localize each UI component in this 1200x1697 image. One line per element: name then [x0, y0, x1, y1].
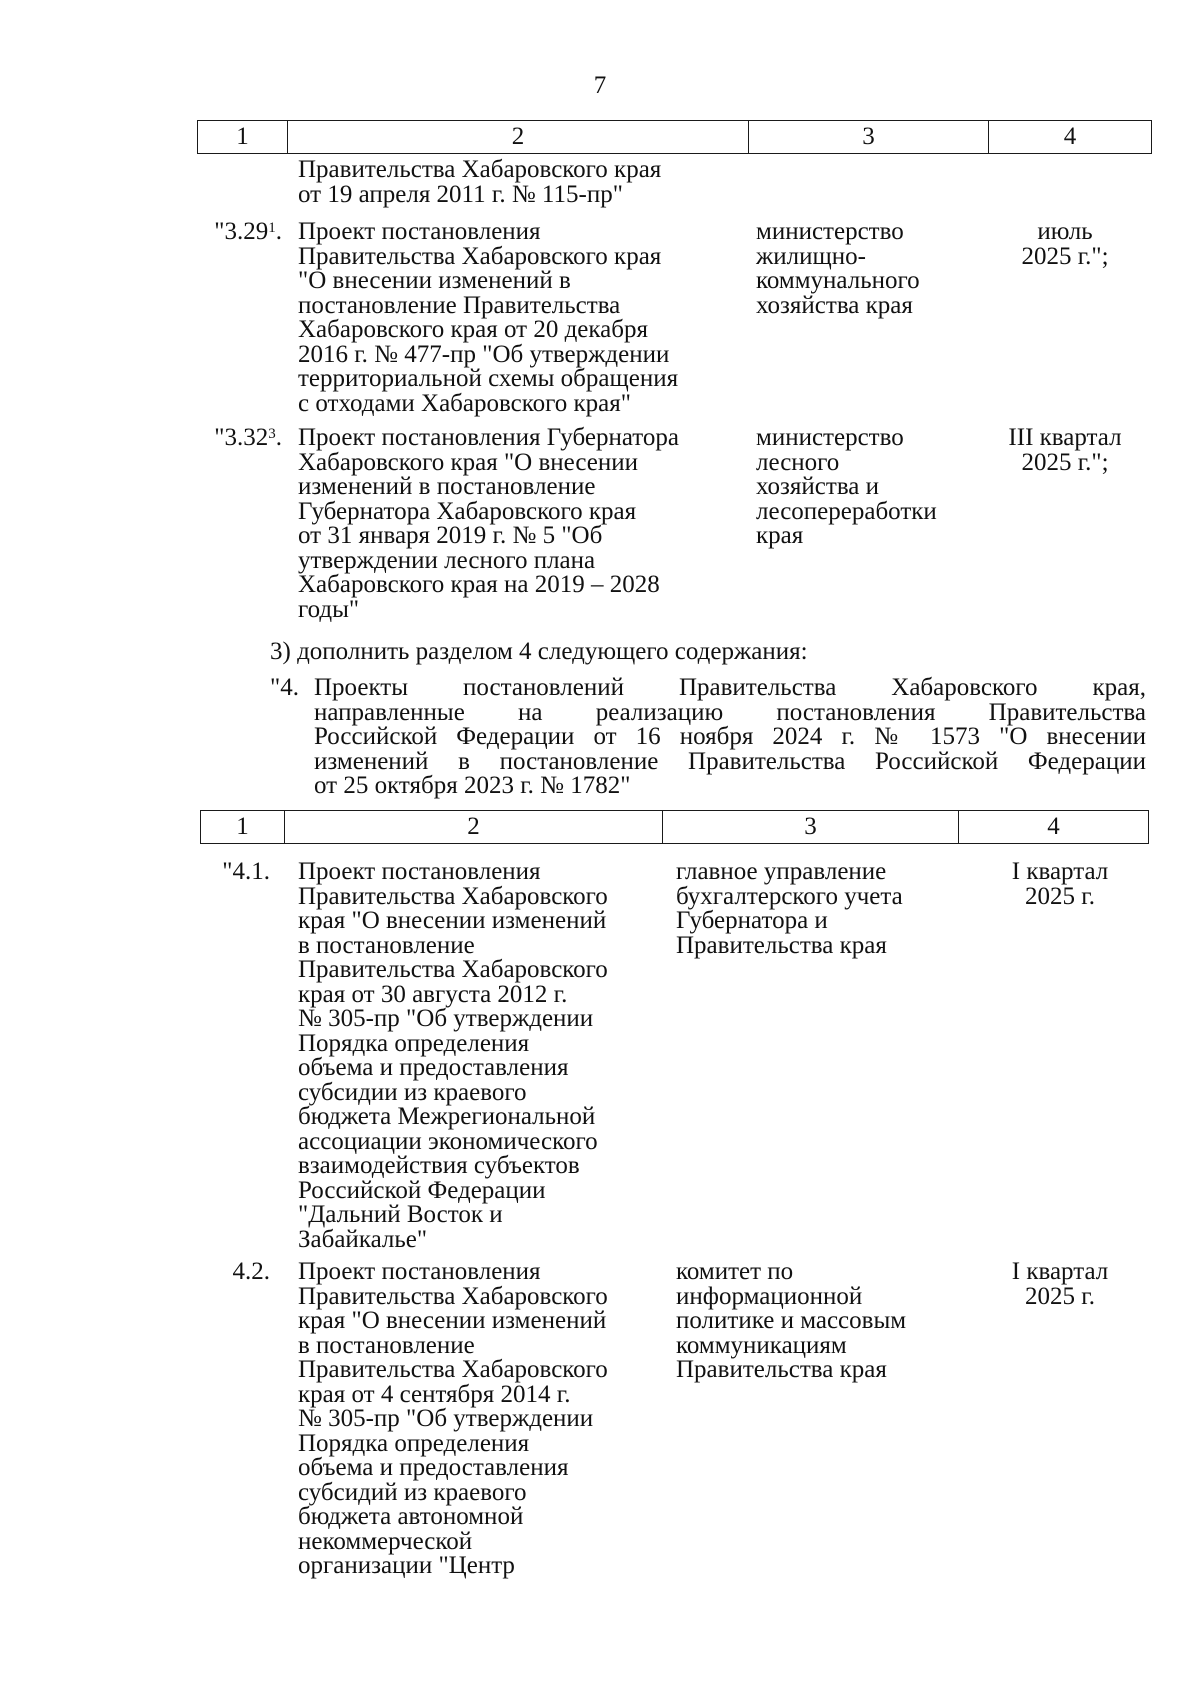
row-number: "4.1.	[222, 858, 270, 885]
continuation-text: Правительства Хабаровского края от 19 апреля 2011 г. № 115-пр"	[298, 156, 662, 208]
deadline: I квартал 2025 г.	[1011, 1258, 1109, 1310]
deadline: июль 2025 г.";	[1021, 218, 1109, 270]
section-4-line: Российской Федерации от 16 ноября 2024 г. № 1573 "О внесении	[314, 723, 1146, 750]
document-title: Проект постановления Правительства Хабаровского края "О внесении изменений в постановление Правительства Хабаровского края от 20 декабря 2016 г. № 477-пр "Об утверждении территориальной схемы обращения с отходами Хабаровского края"	[298, 218, 679, 417]
page-number: 7	[593, 72, 607, 99]
table-header-part1	[197, 120, 1152, 154]
responsible-body: министерство жилищно- коммунального хозяйства края	[756, 218, 920, 319]
column-header-2: 2	[288, 121, 749, 154]
row-number: 4.2.	[232, 1258, 270, 1285]
responsible-body: комитет по информационной политике и массовым коммуникациям Правительства края	[676, 1258, 907, 1383]
deadline: I квартал 2025 г.	[1011, 858, 1109, 910]
column-header-3: 3	[663, 811, 959, 844]
document-title: Проект постановления Правительства Хабаровского края "О внесении изменений в постановление Правительства Хабаровского края от 4 сентября 2014 г. № 305-пр "Об утверждении Порядка определения объема и предоставления субсидий из краевого бюджета автономной некоммерческой организации "Центр	[298, 1258, 608, 1579]
responsible-body: главное управление бухгалтерского учета Губернатора и Правительства края	[676, 858, 903, 959]
responsible-body: министерство лесного хозяйства и лесопереработки края	[756, 424, 937, 549]
section-4-line: направленные на реализацию постановления Правительства	[314, 698, 1146, 726]
column-header-2: 2	[285, 811, 663, 844]
document-title: Проект постановления Правительства Хабаровского края "О внесении изменений в постановление Правительства Хабаровского края от 30 августа 2012 г. № 305-пр "Об утверждении Порядка определения объема и предоставления субсидии из краевого бюджета Межрегиональной ассоциации экономического взаимодействия субъектов Российской Федерации "Дальний Восток и Забайкалье"	[298, 858, 608, 1253]
amendment-item-3: 3) дополнить разделом 4 следующего содержания:	[270, 638, 808, 665]
section-4-text	[314, 676, 1146, 799]
section-4-line: от 25 октября 2023 г. № 1782"	[314, 772, 631, 799]
section-4-line: изменений в постановление Правительства Российской Федерации	[314, 747, 1146, 775]
row-number: "3.29$^1$.	[214, 218, 282, 245]
column-header-1: 1	[201, 811, 285, 844]
column-header-4: 4	[989, 121, 1152, 154]
table-header-part2	[200, 810, 1149, 844]
row-number: "3.32$^3$.	[214, 424, 282, 451]
document-title: Проект постановления Губернатора Хабаровского края "О внесении изменений в постановление Губернатора Хабаровского края от 31 января 2019 г. № 5 "Об утверждении лесного плана Хабаровского края на 2019 – 2028 годы"	[298, 424, 679, 623]
section-4-line: Проекты постановлений Правительства Хабаровского края,	[314, 674, 1146, 701]
section-4-number: "4.	[270, 674, 299, 701]
column-header-4: 4	[959, 811, 1149, 844]
column-header-1: 1	[198, 121, 288, 154]
deadline: III квартал 2025 г.";	[1008, 424, 1122, 476]
column-header-3: 3	[749, 121, 989, 154]
